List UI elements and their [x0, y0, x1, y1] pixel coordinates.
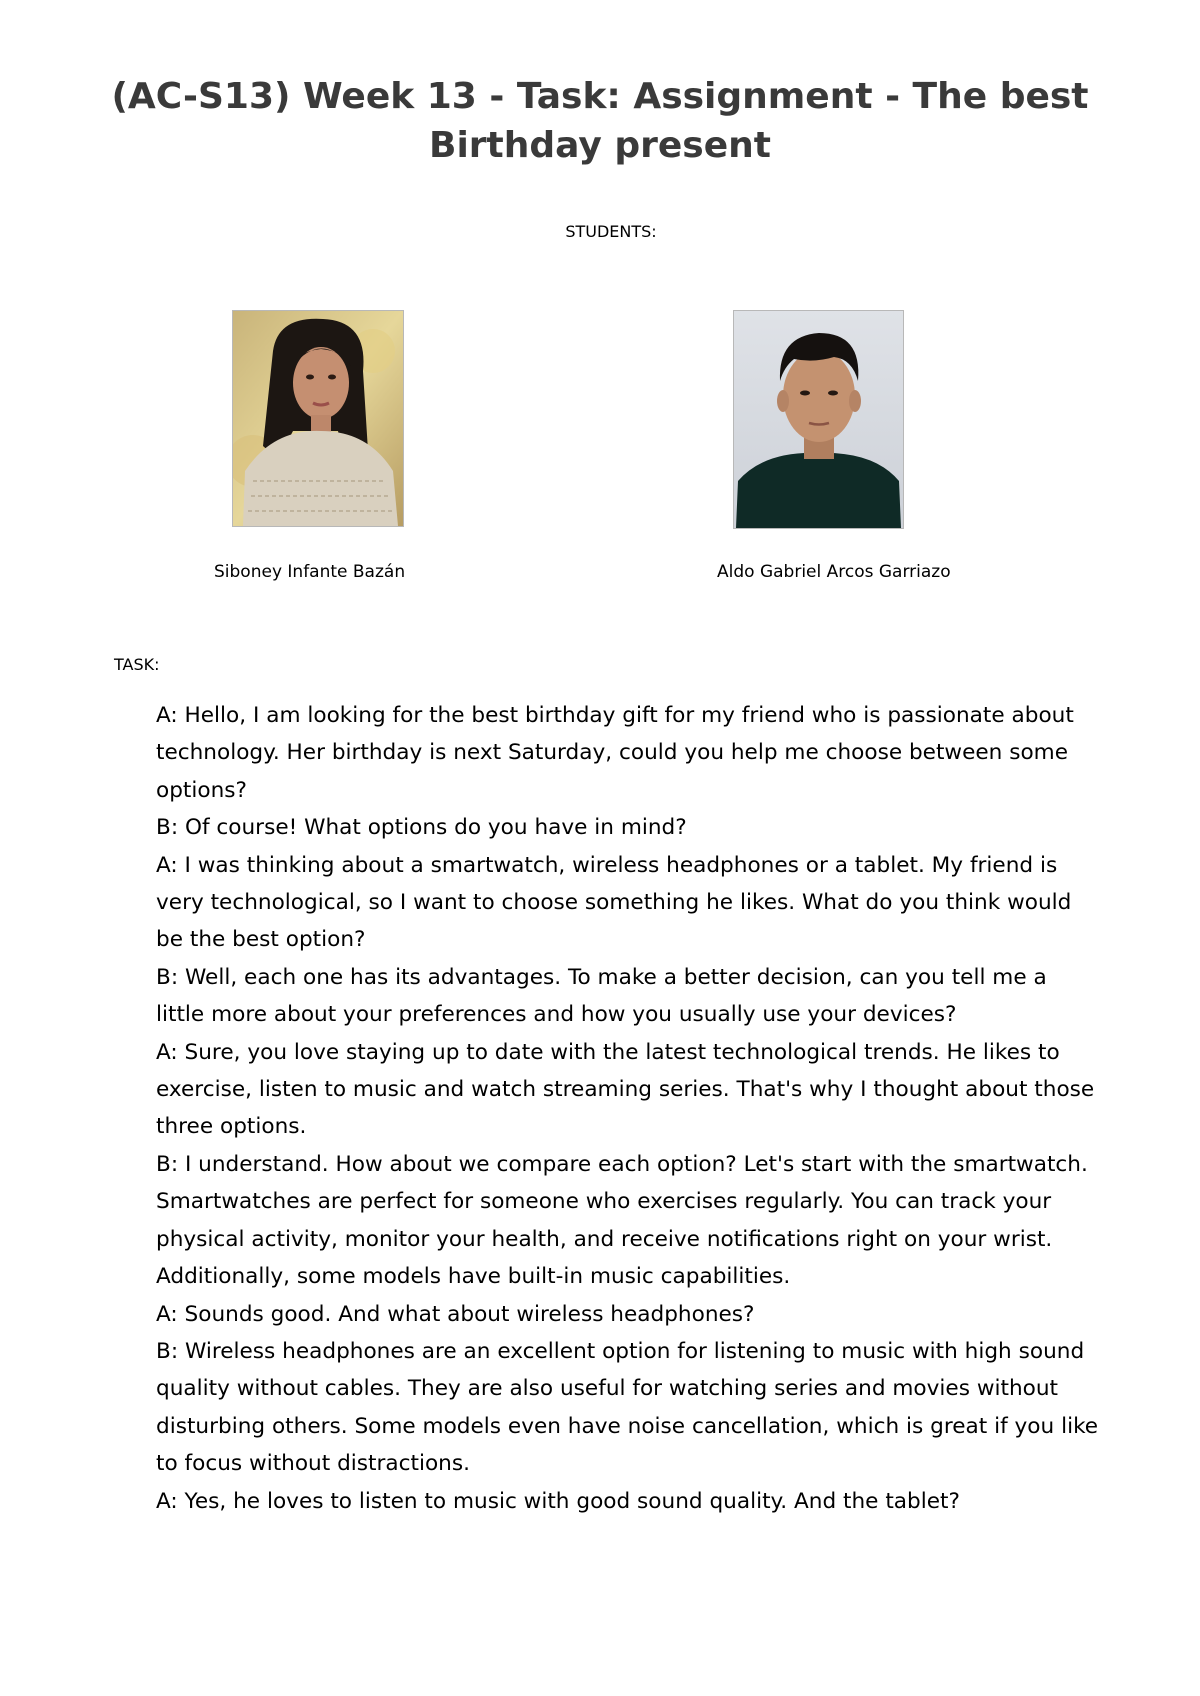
dialogue-line: A: Sure, you love staying up to date with the latest technological trends. He likes to exercise, listen to music and watch streaming series. That's why I thought about those three options.: [156, 1039, 1095, 1140]
dialogue-line: A: Hello, I am looking for the best birthday gift for my friend who is passionate about technology. Her birthday is next Saturday, could you help me choose between some options?: [156, 703, 1074, 803]
student-photo-2: [733, 310, 904, 529]
document-title: (AC-S13) Week 13 - Task: Assignment - The best Birthday present: [111, 76, 1089, 166]
task-label: TASK:: [114, 655, 160, 674]
students-label: STUDENTS:: [565, 222, 657, 241]
dialogue-line: A: I was thinking about a smartwatch, wireless headphones or a tablet. My friend is very technological, so I want to choose something he likes. What do you think would be the best option?: [156, 852, 1072, 953]
dialogue-line: A: Yes, he loves to listen to music with good sound quality. And the tablet?: [156, 1488, 960, 1514]
dialogue: [156, 697, 1101, 1520]
student-photo-1: [232, 310, 404, 527]
student-name-1: Siboney Infante Bazán: [214, 562, 406, 582]
dialogue-line: B: I understand. How about we compare each option? Let's start with the smartwatch. Smartwatches are perfect for someone who exercises regularly. You can track your physical activity, monitor your health, and receive notifications right on your wrist. Additionally, some models have built-in music capabilities.: [156, 1151, 1088, 1290]
dialogue-line: B: Of course! What options do you have in mind?: [156, 815, 687, 841]
dialogue-line: A: Sounds good. And what about wireless headphones?: [156, 1301, 755, 1327]
dialogue-line: B: Well, each one has its advantages. To make a better decision, can you tell me a little more about your preferences and how you usually use your devices?: [156, 964, 1047, 1028]
dialogue-line: B: Wireless headphones are an excellent option for listening to music with high sound quality without cables. They are also useful for watching series and movies without disturbing others. Some models even have noise cancellation, which is great if you like to focus without distractions.: [156, 1338, 1099, 1477]
student-name-2: Aldo Gabriel Arcos Garriazo: [717, 562, 951, 582]
